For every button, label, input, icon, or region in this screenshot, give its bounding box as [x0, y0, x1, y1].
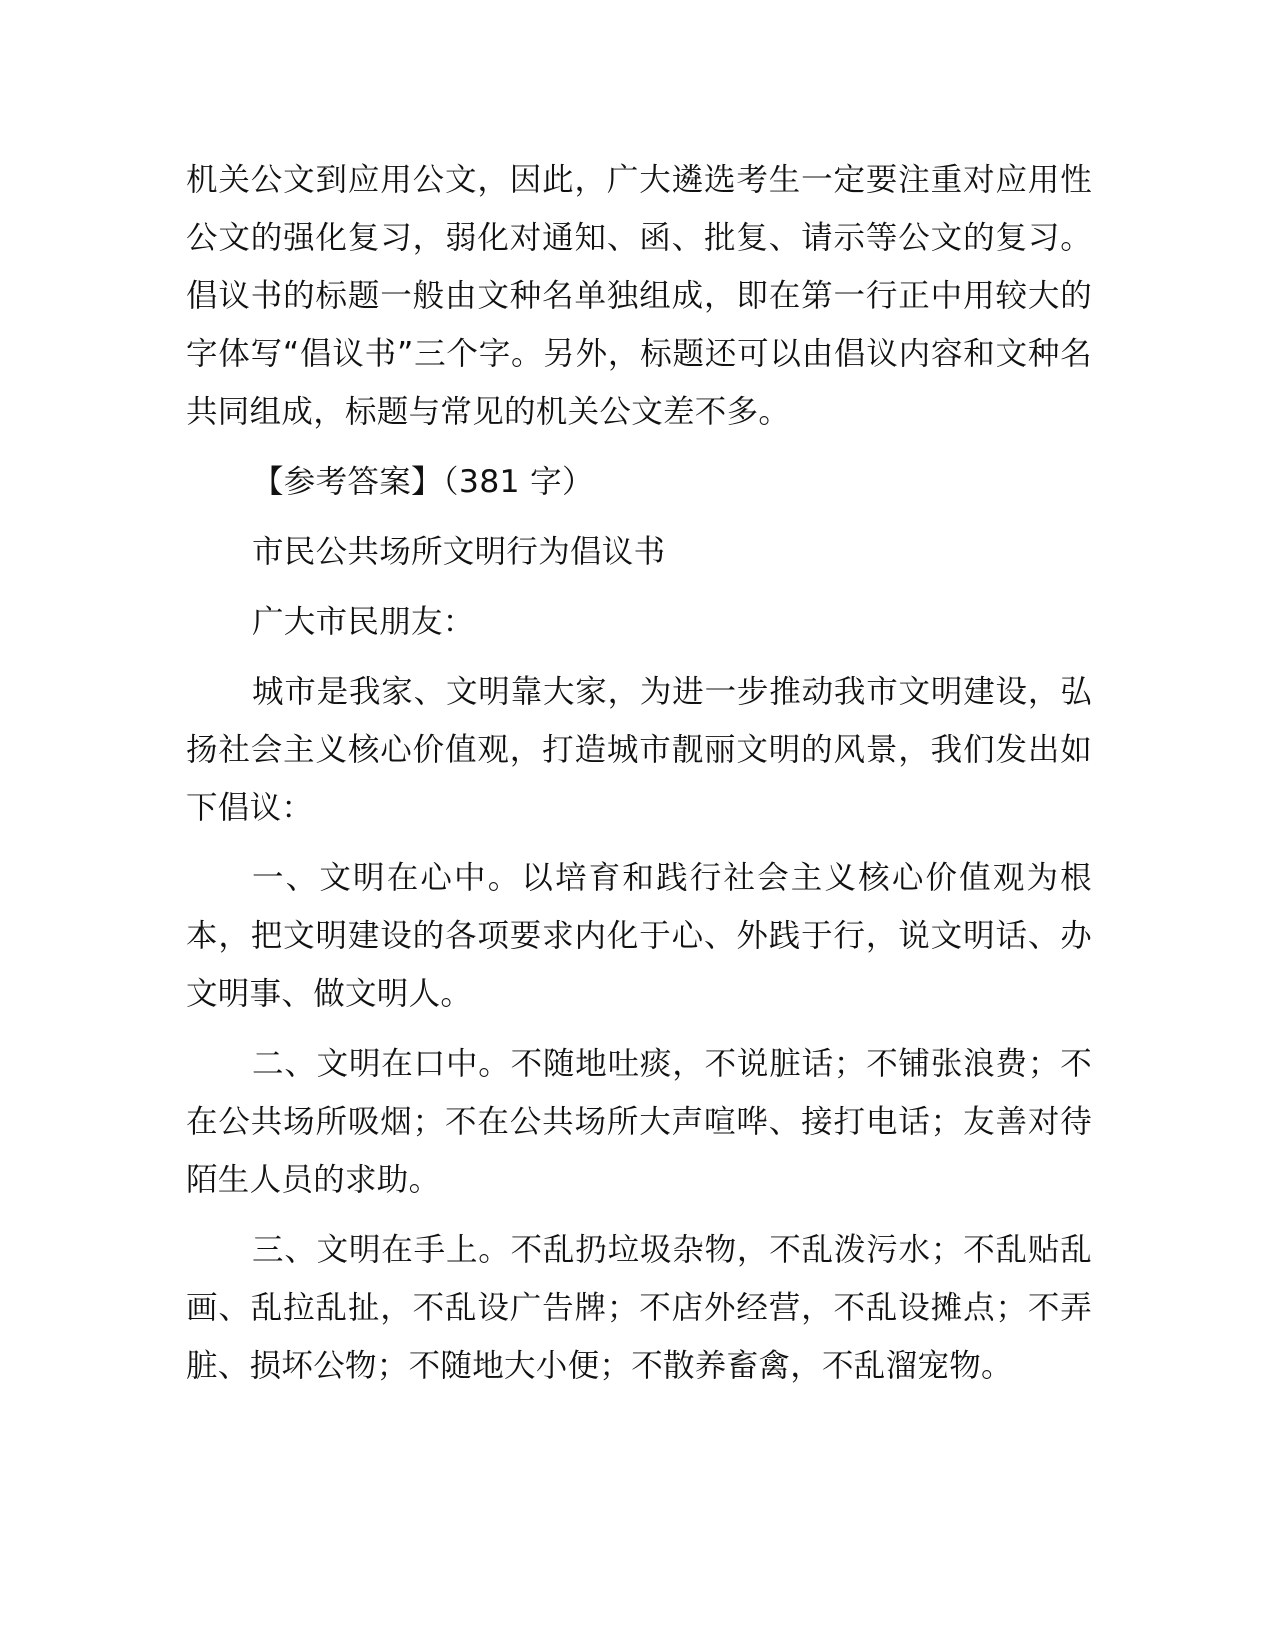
salutation: 广大市民朋友：	[252, 604, 475, 640]
intro-paragraph: 机关公文到应用公文，因此，广大遴选考生一定要注重对应用性公文的强化复习，弱化对通知、函、批复、请示等公文的复习。倡议书的标题一般由文种名单独组成，即在第一行正中用较大的字体写“倡议书”三个字。另外，标题还可以由倡议内容和文种名共同组成，标题与常见的机关公文差不多。	[186, 162, 1092, 430]
answer-heading: 【参考答案】（381 字）	[252, 464, 594, 500]
proposal-item-one: 一、文明在心中。以培育和践行社会主义核心价值观为根本，把文明建设的各项要求内化于心、外践于行，说文明话、办文明事、做文明人。	[186, 860, 1092, 1012]
proposal-item-three: 三、文明在手上。不乱扔垃圾杂物，不乱泼污水；不乱贴乱画、乱拉乱扯，不乱设广告牌；不店外经营，不乱设摊点；不弄脏、损坏公物；不随地大小便；不散养畜禽，不乱溜宠物。	[186, 1232, 1092, 1384]
opening-paragraph: 城市是我家、文明靠大家，为进一步推动我市文明建设，弘扬社会主义核心价值观，打造城市靓丽文明的风景，我们发出如下倡议：	[186, 674, 1092, 826]
proposal-title: 市民公共场所文明行为倡议书	[252, 534, 666, 570]
document-body	[186, 151, 1092, 1395]
proposal-item-two: 二、文明在口中。不随地吐痰，不说脏话；不铺张浪费；不在公共场所吸烟；不在公共场所大声喧哗、接打电话；友善对待陌生人员的求助。	[186, 1046, 1092, 1198]
